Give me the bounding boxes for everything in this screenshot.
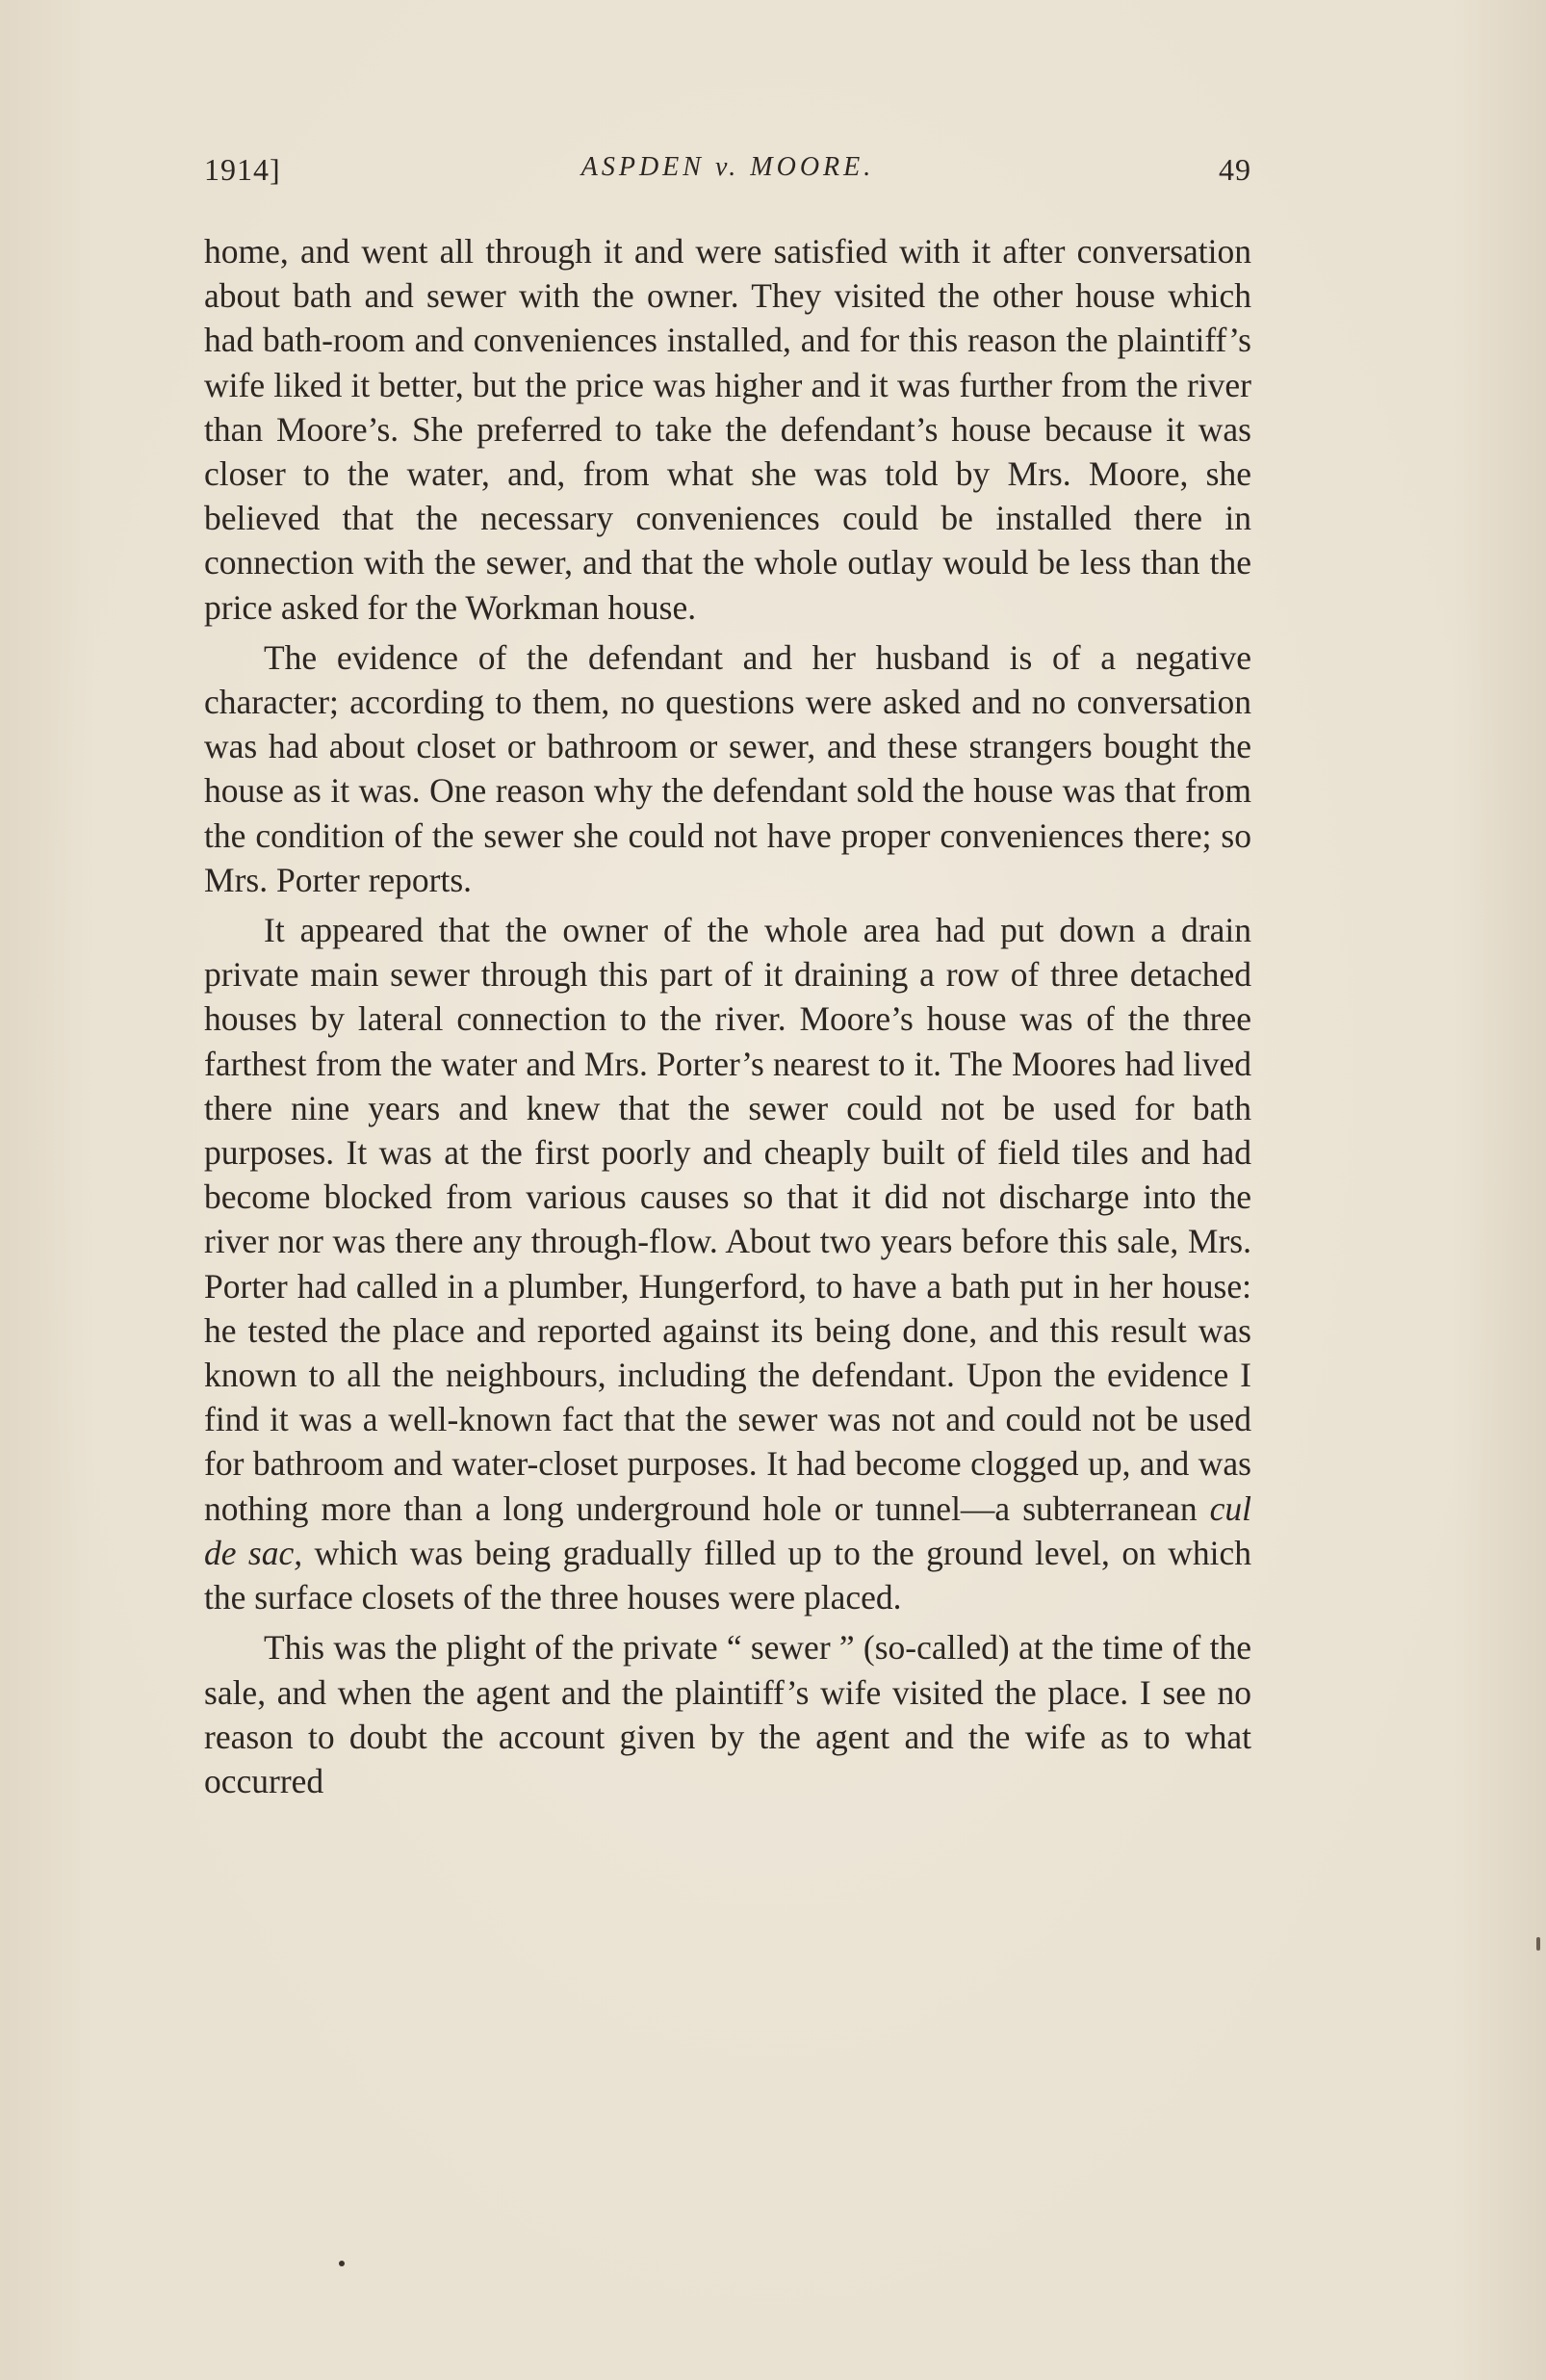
page-edge-mark [1536, 1937, 1540, 1951]
paragraph-3-text: It appeared that the owner of the whole area had put down a drain private main sewer through this part of it draining a row of three detached houses by lateral connection to the river. Moore’s house was of the three farthest from the water and Mrs. Porter’s nearest to it. The Moores had lived there nine years and knew that the sewer could not be used for bath purposes. It was at the first poorly and cheaply built of field tiles and had become blocked from various causes so that it did not discharge into the river nor was there any through-flow. About two years before this sale, Mrs. Porter had called in a plumber, Hungerford, to have a bath put in her house: he tested the place and reported against its being done, and this result was known to all the neighbours, including the defendant. Upon the evidence I find it was a well-known fact that the sewer was not and could not be used for bathroom and water-closet purposes. It had become clogged up, and was nothing more than a long underground hole or tunnel—a subterranean [204, 911, 1251, 1528]
paragraph-3-text-after: which was being gradually filled up to the ground level, on which the surface closets of the three houses were placed. [204, 1533, 1251, 1617]
header-case-title: ASPDEN v. MOORE. [580, 152, 875, 182]
paragraph-1: home, and went all through it and were satisfied with it after conversation about bath and sewer with the owner. They visited the other house which had bath-room and conveniences installed, and for this reason the plaintiff’s wife liked it better, but the price was higher and it was further from the river than Moore’s. She preferred to take the defendant’s house because it was closer to the water, and, from what she was told by Mrs. Moore, she believed that the necessary conveniences could be installed there in connection with the sewer, and that the whole outlay would be less than the price asked for the Workman house. [204, 232, 1251, 627]
page-number: 49 [1219, 152, 1251, 187]
paragraph-3-italic-phrase: cul de sac, [204, 1488, 1251, 1572]
header-year: 1914] [204, 152, 281, 187]
paragraph-3 [204, 908, 1251, 1619]
running-header [204, 152, 1251, 194]
ink-speck [339, 2261, 345, 2266]
paragraph-4: This was the plight of the private “ sewer ” (so-called) at the time of the sale, and when the agent and the plaintiff’s wife visited the place. I see no reason to doubt the account given by the agent and the wife as to what occurred [204, 1628, 1251, 1800]
body-text [204, 229, 1251, 1809]
paragraph-2: The evidence of the defendant and her husband is of a negative character; according to them, no questions were asked and no conversation was had about closet or bathroom or sewer, and these strangers bought the house as it was. One reason why the defendant sold the house was that from the condition of the sewer she could not have proper conveniences there; so Mrs. Porter reports. [204, 637, 1251, 899]
